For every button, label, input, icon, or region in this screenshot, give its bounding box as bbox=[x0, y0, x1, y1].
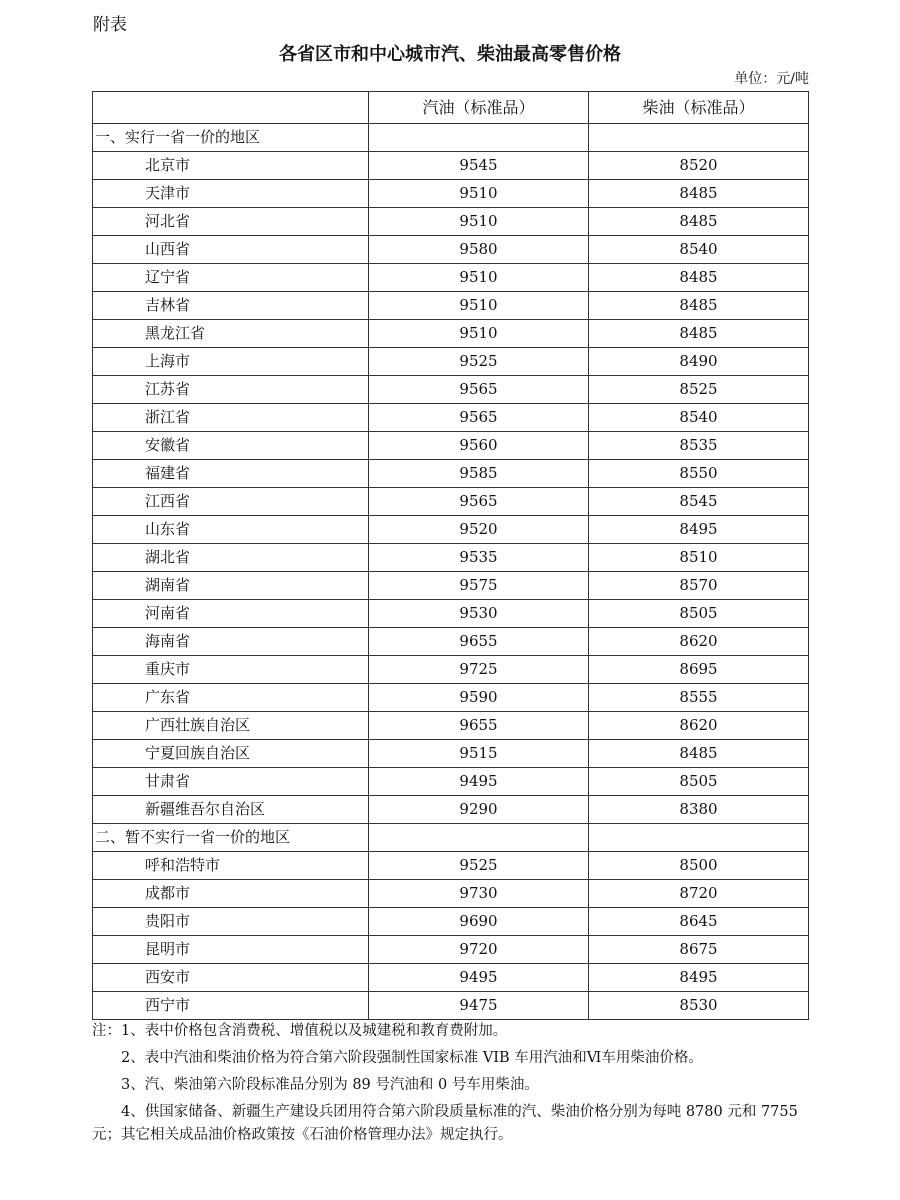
region-cell: 广东省 bbox=[93, 684, 369, 712]
diesel-price-cell: 8620 bbox=[589, 712, 809, 740]
table-row bbox=[93, 712, 809, 740]
region-cell: 北京市 bbox=[93, 152, 369, 180]
note-item: 3、汽、柴油第六阶段标准品分别为 89 号汽油和 0 号车用柴油。 bbox=[121, 1077, 539, 1093]
region-cell: 天津市 bbox=[93, 180, 369, 208]
empty-cell bbox=[589, 124, 809, 152]
diesel-price-cell: 8505 bbox=[589, 768, 809, 796]
section-row bbox=[93, 124, 809, 152]
gasoline-price-cell: 9720 bbox=[369, 936, 589, 964]
diesel-price-cell: 8570 bbox=[589, 572, 809, 600]
gasoline-price-cell: 9495 bbox=[369, 964, 589, 992]
diesel-price-cell: 8545 bbox=[589, 488, 809, 516]
diesel-price-cell: 8505 bbox=[589, 600, 809, 628]
price-table-body bbox=[93, 92, 809, 1020]
table-row bbox=[93, 684, 809, 712]
region-cell: 成都市 bbox=[93, 880, 369, 908]
table-row bbox=[93, 460, 809, 488]
gasoline-price-cell: 9590 bbox=[369, 684, 589, 712]
gasoline-price-cell: 9510 bbox=[369, 208, 589, 236]
gasoline-price-cell: 9560 bbox=[369, 432, 589, 460]
table-header-row bbox=[93, 92, 809, 124]
table-row bbox=[93, 992, 809, 1020]
diesel-price-cell: 8555 bbox=[589, 684, 809, 712]
note-item: 4、供国家储备、新疆生产建设兵团用符合第六阶段质量标准的汽、柴油价格分别为每吨 8780 元和 7755 元；其它相关成品油价格政策按《石油价格管理办法》规定执行。 bbox=[92, 1104, 798, 1143]
table-row bbox=[93, 208, 809, 236]
gasoline-price-cell: 9690 bbox=[369, 908, 589, 936]
region-cell: 江西省 bbox=[93, 488, 369, 516]
region-cell: 呼和浩特市 bbox=[93, 852, 369, 880]
region-cell: 河南省 bbox=[93, 600, 369, 628]
gasoline-price-cell: 9545 bbox=[369, 152, 589, 180]
region-cell: 西安市 bbox=[93, 964, 369, 992]
diesel-price-cell: 8520 bbox=[589, 152, 809, 180]
table-row bbox=[93, 908, 809, 936]
region-cell: 黑龙江省 bbox=[93, 320, 369, 348]
region-cell: 安徽省 bbox=[93, 432, 369, 460]
gasoline-price-cell: 9565 bbox=[369, 376, 589, 404]
gasoline-price-cell: 9535 bbox=[369, 544, 589, 572]
gasoline-price-cell: 9290 bbox=[369, 796, 589, 824]
gasoline-price-cell: 9515 bbox=[369, 740, 589, 768]
table-row bbox=[93, 236, 809, 264]
diesel-price-cell: 8380 bbox=[589, 796, 809, 824]
table-row bbox=[93, 600, 809, 628]
diesel-price-cell: 8485 bbox=[589, 292, 809, 320]
empty-cell bbox=[369, 824, 589, 852]
diesel-price-cell: 8695 bbox=[589, 656, 809, 684]
document-title: 各省区市和中心城市汽、柴油最高零售价格 bbox=[279, 44, 621, 65]
region-cell: 吉林省 bbox=[93, 292, 369, 320]
region-cell: 新疆维吾尔自治区 bbox=[93, 796, 369, 824]
table-row bbox=[93, 376, 809, 404]
table-row bbox=[93, 572, 809, 600]
table-row bbox=[93, 796, 809, 824]
table-row bbox=[93, 152, 809, 180]
diesel-price-cell: 8530 bbox=[589, 992, 809, 1020]
table-row bbox=[93, 880, 809, 908]
diesel-price-cell: 8495 bbox=[589, 516, 809, 544]
table-row bbox=[93, 768, 809, 796]
region-cell: 河北省 bbox=[93, 208, 369, 236]
table-row bbox=[93, 740, 809, 768]
gasoline-price-cell: 9510 bbox=[369, 264, 589, 292]
region-cell: 贵阳市 bbox=[93, 908, 369, 936]
gasoline-price-cell: 9730 bbox=[369, 880, 589, 908]
diesel-price-cell: 8540 bbox=[589, 404, 809, 432]
table-row bbox=[93, 348, 809, 376]
gasoline-price-cell: 9725 bbox=[369, 656, 589, 684]
table-row bbox=[93, 180, 809, 208]
diesel-price-cell: 8495 bbox=[589, 964, 809, 992]
header-gasoline-cell: 汽油（标准品） bbox=[369, 92, 589, 124]
gasoline-price-cell: 9585 bbox=[369, 460, 589, 488]
table-row bbox=[93, 264, 809, 292]
region-cell: 广西壮族自治区 bbox=[93, 712, 369, 740]
attachment-label: 附表 bbox=[93, 15, 127, 35]
table-row bbox=[93, 936, 809, 964]
notes-block bbox=[92, 1020, 810, 1151]
region-cell: 浙江省 bbox=[93, 404, 369, 432]
diesel-price-cell: 8490 bbox=[589, 348, 809, 376]
section-label: 二、暂不实行一省一价的地区 bbox=[93, 824, 369, 852]
table-row bbox=[93, 656, 809, 684]
gasoline-price-cell: 9565 bbox=[369, 488, 589, 516]
diesel-price-cell: 8485 bbox=[589, 264, 809, 292]
region-cell: 上海市 bbox=[93, 348, 369, 376]
region-cell: 湖南省 bbox=[93, 572, 369, 600]
empty-cell bbox=[369, 124, 589, 152]
region-cell: 辽宁省 bbox=[93, 264, 369, 292]
diesel-price-cell: 8485 bbox=[589, 180, 809, 208]
gasoline-price-cell: 9525 bbox=[369, 852, 589, 880]
price-table bbox=[92, 91, 809, 1020]
diesel-price-cell: 8535 bbox=[589, 432, 809, 460]
diesel-price-cell: 8550 bbox=[589, 460, 809, 488]
region-cell: 重庆市 bbox=[93, 656, 369, 684]
section-label: 一、实行一省一价的地区 bbox=[93, 124, 369, 152]
gasoline-price-cell: 9565 bbox=[369, 404, 589, 432]
region-cell: 江苏省 bbox=[93, 376, 369, 404]
gasoline-price-cell: 9530 bbox=[369, 600, 589, 628]
diesel-price-cell: 8540 bbox=[589, 236, 809, 264]
gasoline-price-cell: 9520 bbox=[369, 516, 589, 544]
gasoline-price-cell: 9655 bbox=[369, 712, 589, 740]
table-row bbox=[93, 628, 809, 656]
empty-cell bbox=[589, 824, 809, 852]
region-cell: 海南省 bbox=[93, 628, 369, 656]
table-row bbox=[93, 516, 809, 544]
table-row bbox=[93, 320, 809, 348]
table-row bbox=[93, 292, 809, 320]
gasoline-price-cell: 9575 bbox=[369, 572, 589, 600]
gasoline-price-cell: 9510 bbox=[369, 180, 589, 208]
note-item: 注：1、表中价格包含消费税、增值税以及城建税和教育费附加。 bbox=[92, 1023, 508, 1039]
region-cell: 昆明市 bbox=[93, 936, 369, 964]
region-cell: 湖北省 bbox=[93, 544, 369, 572]
gasoline-price-cell: 9525 bbox=[369, 348, 589, 376]
table-row bbox=[93, 964, 809, 992]
gasoline-price-cell: 9475 bbox=[369, 992, 589, 1020]
table-row bbox=[93, 852, 809, 880]
diesel-price-cell: 8485 bbox=[589, 740, 809, 768]
gasoline-price-cell: 9495 bbox=[369, 768, 589, 796]
diesel-price-cell: 8485 bbox=[589, 208, 809, 236]
diesel-price-cell: 8675 bbox=[589, 936, 809, 964]
region-cell: 甘肃省 bbox=[93, 768, 369, 796]
region-cell: 山西省 bbox=[93, 236, 369, 264]
note-item: 2、表中汽油和柴油价格为符合第六阶段强制性国家标准 VIB 车用汽油和Ⅵ车用柴油价格。 bbox=[121, 1050, 703, 1066]
table-row bbox=[93, 432, 809, 460]
header-diesel-cell: 柴油（标准品） bbox=[589, 92, 809, 124]
region-cell: 西宁市 bbox=[93, 992, 369, 1020]
diesel-price-cell: 8485 bbox=[589, 320, 809, 348]
diesel-price-cell: 8510 bbox=[589, 544, 809, 572]
region-cell: 山东省 bbox=[93, 516, 369, 544]
unit-label: 单位：元/吨 bbox=[734, 71, 809, 87]
diesel-price-cell: 8645 bbox=[589, 908, 809, 936]
region-cell: 宁夏回族自治区 bbox=[93, 740, 369, 768]
diesel-price-cell: 8525 bbox=[589, 376, 809, 404]
table-row bbox=[93, 488, 809, 516]
header-region-cell bbox=[93, 92, 369, 124]
diesel-price-cell: 8500 bbox=[589, 852, 809, 880]
gasoline-price-cell: 9655 bbox=[369, 628, 589, 656]
table-row bbox=[93, 544, 809, 572]
gasoline-price-cell: 9510 bbox=[369, 292, 589, 320]
table-row bbox=[93, 404, 809, 432]
diesel-price-cell: 8620 bbox=[589, 628, 809, 656]
gasoline-price-cell: 9580 bbox=[369, 236, 589, 264]
region-cell: 福建省 bbox=[93, 460, 369, 488]
diesel-price-cell: 8720 bbox=[589, 880, 809, 908]
gasoline-price-cell: 9510 bbox=[369, 320, 589, 348]
section-row bbox=[93, 824, 809, 852]
